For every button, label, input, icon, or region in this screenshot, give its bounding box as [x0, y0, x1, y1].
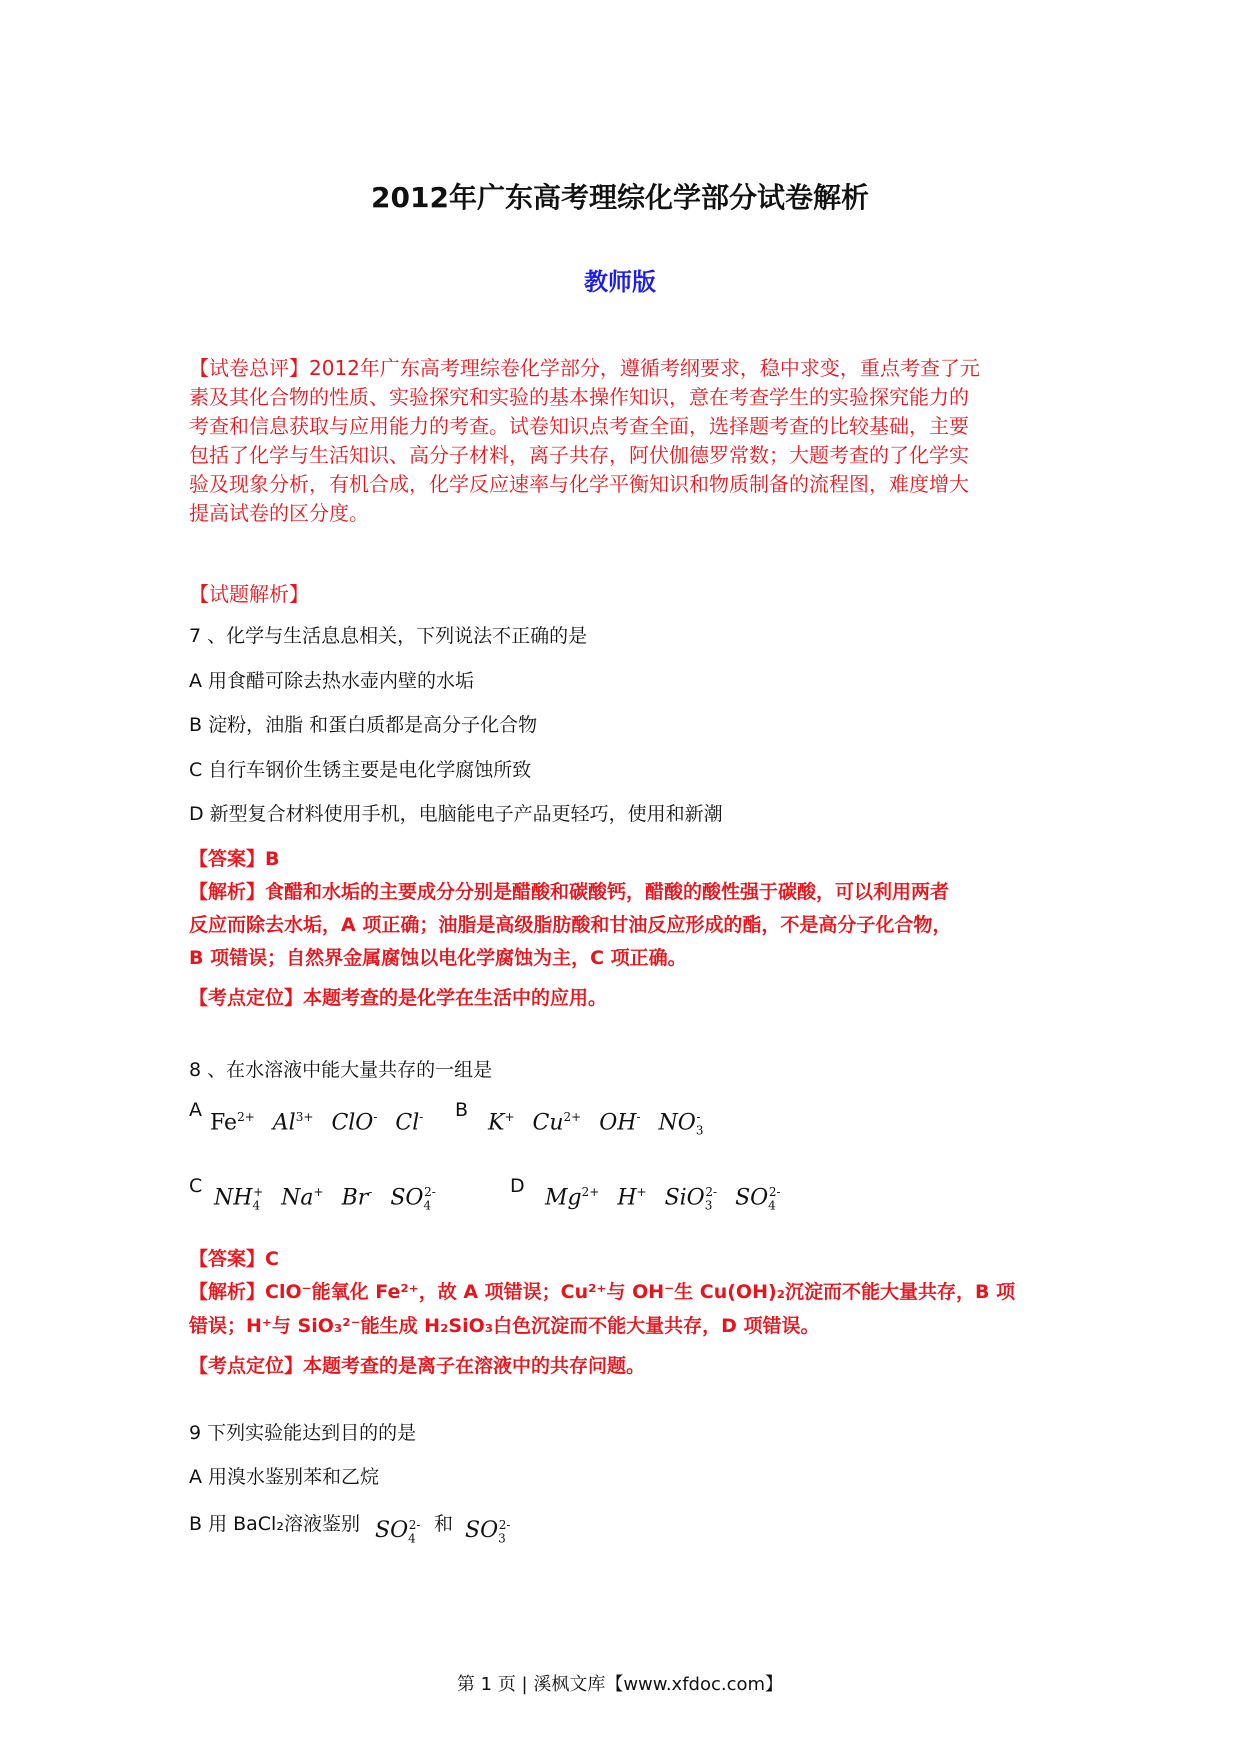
q7-answer: 【答案】B	[189, 848, 280, 870]
q8-label-d: D	[510, 1175, 525, 1197]
q7-option-d: D 新型复合材料使用手机，电脑能电子产品更轻巧，使用和新潮	[189, 803, 723, 825]
q8-point: 【考点定位】本题考查的是离子在溶液中的共存问题。	[189, 1355, 646, 1377]
q7-stem: 7 、化学与生活息息相关，下列说法不正确的是	[189, 625, 588, 647]
q8-option-a-formula: $Fe^{2+}$ $Al^{3+}$ ClO- Cl-	[210, 1110, 424, 1136]
q8-option-d-formula: $Mg^{2+}$ H+ SiO$_3^{2-}$ $SO_4^{2-}$	[545, 1185, 781, 1213]
q9-option-b-and: 和	[434, 1513, 454, 1535]
q9-option-a: A 用溴水鉴别苯和乙烷	[189, 1466, 380, 1488]
summary-line: 包括了化学与生活知识、高分子材料，离子共存，阿伏伽德罗常数；大题考查的了化学实	[189, 443, 969, 467]
q7-option-c: C 自行车钢价生锈主要是电化学腐蚀所致	[189, 759, 532, 781]
page-title: 2012年广东高考理综化学部分试卷解析	[371, 181, 869, 214]
section-heading: 【试题解析】	[189, 582, 309, 606]
q8-stem: 8 、在水溶液中能大量共存的一组是	[189, 1059, 493, 1081]
q8-option-c-formula: $NH_4^+$ Na+ Br- $SO_4^{2-}$	[214, 1185, 436, 1213]
q9-option-b-prefix: B 用 BaCl₂溶液鉴别	[189, 1513, 360, 1535]
q7-analysis-line: B 项错误；自然界金属腐蚀以电化学腐蚀为主，C 项正确。	[189, 947, 687, 969]
q7-option-b: B 淀粉，油脂 和蛋白质都是高分子化合物	[189, 714, 538, 736]
exam-summary	[189, 354, 1059, 528]
summary-line: 验及现象分析，有机合成，化学反应速率与化学平衡知识和物质制备的流程图，难度增大	[189, 472, 969, 496]
q9-stem: 9 下列实验能达到目的的是	[189, 1422, 417, 1444]
summary-line: 素及其化合物的性质、实验探究和实验的基本操作知识，意在考查学生的实验探究能力的	[189, 385, 969, 409]
q8-label-a: A	[189, 1099, 202, 1121]
q7-option-a: A 用食醋可除去热水壶内壁的水垢	[189, 670, 475, 692]
q7-point: 【考点定位】本题考查的是化学在生活中的应用。	[189, 987, 608, 1009]
page-footer: 第 1 页 | 溪枫文库【www.xfdoc.com】	[456, 1674, 784, 1695]
q8-analysis-line: 错误；H⁺与 SiO₃²⁻能生成 H₂SiO₃白色沉淀而不能大量共存，D 项错误。	[189, 1315, 820, 1337]
q8-label-b: B	[455, 1099, 469, 1121]
q7-analysis-line: 【解析】食醋和水垢的主要成分分别是醋酸和碳酸钙，醋酸的酸性强于碳酸，可以利用两者	[189, 881, 950, 903]
q8-label-c: C	[189, 1175, 203, 1197]
page-subtitle: 教师版	[584, 268, 656, 296]
q8-answer: 【答案】C	[189, 1248, 279, 1270]
q9-option-b-formula-2: $SO_3^{2-}$	[465, 1518, 511, 1546]
q9-option-b-formula-1: $SO_4^{2-}$	[375, 1518, 421, 1546]
q8-option-b-formula: K+ $Cu^{2+}$ OH- $NO_3^-$	[488, 1110, 704, 1138]
q8-analysis-line: 【解析】ClO⁻能氧化 Fe²⁺，故 A 项错误；Cu²⁺与 OH⁻生 Cu(OH)₂沉淀而不能大量共存，B 项	[189, 1281, 1016, 1303]
summary-line: 考查和信息获取与应用能力的考查。试卷知识点考查全面，选择题考查的比较基础，主要	[189, 414, 969, 438]
q7-analysis-line: 反应而除去水垢，A 项正确；油脂是高级脂肪酸和甘油反应形成的酯，不是高分子化合物，	[189, 914, 952, 936]
summary-line: 【试卷总评】2012年广东高考理综卷化学部分，遵循考纲要求，稳中求变，重点考查了元	[189, 356, 980, 380]
summary-line: 提高试卷的区分度。	[189, 501, 369, 525]
